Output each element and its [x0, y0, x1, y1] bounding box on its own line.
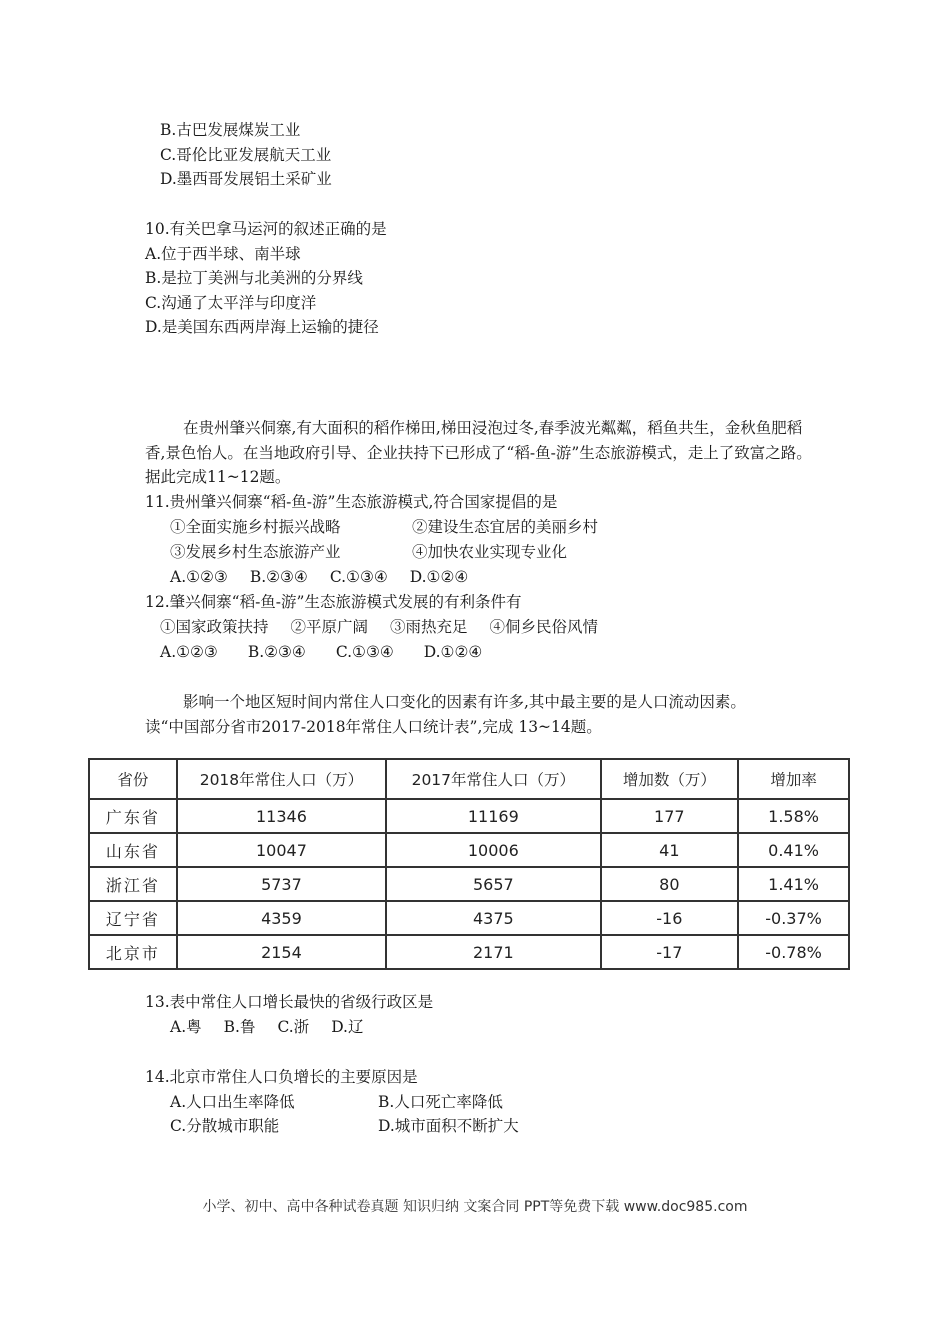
table-row [89, 799, 849, 833]
cell-rate: 0.41% [738, 833, 849, 867]
q12-option-b: B.②③④ [247, 643, 306, 661]
q13-option-d: D.辽 [331, 1018, 364, 1036]
q10-stem: 10.有关巴拿马运河的叙述正确的是 [145, 220, 387, 238]
table-row [89, 901, 849, 935]
q12-item-4: ④侗乡民俗风情 [489, 618, 599, 636]
q12-option-d: D.①②④ [423, 643, 483, 661]
page-footer: 小学、初中、高中各种试卷真题 知识归纳 文案合同 PPT等免费下载 www.doc985.com [202, 1199, 748, 1215]
q11-option-c: C.①③④ [329, 568, 388, 586]
cell-rate: -0.78% [738, 935, 849, 969]
cell-rate: 1.58% [738, 799, 849, 833]
cell-2017: 5657 [386, 867, 600, 901]
cell-increase: -16 [601, 901, 739, 935]
q11-option-a: A.①②③ [170, 568, 228, 586]
cell-province: 山东省 [89, 833, 177, 867]
cell-2018: 4359 [177, 901, 386, 935]
q13-option-a: A.粤 [170, 1018, 202, 1036]
q12-option-c: C.①③④ [335, 643, 394, 661]
q11-item-2: ②建设生态宜居的美丽乡村 [412, 518, 599, 536]
population-table [88, 758, 850, 970]
cell-province: 辽宁省 [89, 901, 177, 935]
cell-2017: 10006 [386, 833, 600, 867]
q11-options [170, 567, 490, 587]
cell-2018: 10047 [177, 833, 386, 867]
q11-item-1: ①全面实施乡村振兴战略 [170, 518, 341, 536]
passage-rice-fish-text: 在贵州肇兴侗寨,有大面积的稻作梯田,梯田浸泡过冬,春季波光粼粼，稻鱼共生，金秋鱼肥稻香,景色怡人。在当地政府引导、企业扶持下已形成了“稻-鱼-游”生态旅游模式，走上了致富之路。据此完成11~12题。 [145, 419, 812, 486]
q13-stem: 13.表中常住人口增长最快的省级行政区是 [145, 993, 434, 1011]
q14-option-b: B.人口死亡率降低 [378, 1093, 503, 1111]
passage-rice-fish-tour [145, 416, 815, 490]
q12-item-2: ②平原广阔 [290, 618, 369, 636]
cell-2018: 2154 [177, 935, 386, 969]
cell-province: 浙江省 [89, 867, 177, 901]
cell-2017: 4375 [386, 901, 600, 935]
q9-option-c: C.哥伦比亚发展航天工业 [160, 146, 332, 164]
q13-option-c: C.浙 [277, 1018, 310, 1036]
table-row [89, 867, 849, 901]
header-2017-pop: 2017年常住人口（万） [386, 759, 600, 799]
q14-option-d: D.城市面积不断扩大 [378, 1117, 519, 1135]
header-province: 省份 [89, 759, 177, 799]
cell-increase: 80 [601, 867, 739, 901]
q10-option-a: A.位于西半球、南半球 [145, 245, 301, 263]
table-row [89, 833, 849, 867]
table-header-row [89, 759, 849, 799]
q13-options [170, 1017, 364, 1037]
q14-stem: 14.北京市常住人口负增长的主要原因是 [145, 1068, 418, 1086]
q11-item-3: ③发展乡村生态旅游产业 [170, 543, 341, 561]
q10-option-d: D.是美国东西两岸海上运输的捷径 [145, 318, 379, 336]
cell-increase: -17 [601, 935, 739, 969]
cell-increase: 41 [601, 833, 739, 867]
header-increase: 增加数（万） [601, 759, 739, 799]
cell-2017: 2171 [386, 935, 600, 969]
cell-rate: 1.41% [738, 867, 849, 901]
q13-option-b: B.鲁 [223, 1018, 256, 1036]
q10-option-b: B.是拉丁美洲与北美洲的分界线 [145, 269, 363, 287]
q14-option-c: C.分散城市职能 [170, 1117, 280, 1135]
q9-option-b: B.古巴发展煤炭工业 [160, 121, 301, 139]
cell-rate: -0.37% [738, 901, 849, 935]
q12-item-3: ③雨热充足 [390, 618, 468, 636]
cell-2017: 11169 [386, 799, 600, 833]
passage-population-line1: 影响一个地区短时间内常住人口变化的因素有许多,其中最主要的是人口流动因素。 [183, 693, 746, 711]
population-table-wrap [88, 758, 850, 970]
q14-option-a: A.人口出生率降低 [170, 1093, 295, 1111]
table-row [89, 935, 849, 969]
cell-province: 北京市 [89, 935, 177, 969]
cell-increase: 177 [601, 799, 739, 833]
q11-option-d: D.①②④ [409, 568, 469, 586]
cell-2018: 11346 [177, 799, 386, 833]
q11-item-4: ④加快农业实现专业化 [412, 543, 568, 561]
header-2018-pop: 2018年常住人口（万） [177, 759, 386, 799]
q10-option-c: C.沟通了太平洋与印度洋 [145, 294, 317, 312]
header-increase-rate: 增加率 [738, 759, 849, 799]
q12-stem: 12.肇兴侗寨“稻-鱼-游”生态旅游模式发展的有利条件有 [145, 593, 522, 611]
passage-population-line2: 读“中国部分省市2017-2018年常住人口统计表”,完成 13~14题。 [145, 718, 602, 736]
q9-option-d: D.墨西哥发展铝土采矿业 [160, 170, 332, 188]
q12-options [160, 642, 482, 662]
cell-province: 广东省 [89, 799, 177, 833]
q12-items [160, 617, 598, 637]
cell-2018: 5737 [177, 867, 386, 901]
q11-stem: 11.贵州肇兴侗寨“稻-鱼-游”生态旅游模式,符合国家提倡的是 [145, 493, 558, 511]
q12-option-a: A.①②③ [160, 643, 218, 661]
q12-item-1: ①国家政策扶持 [160, 618, 269, 636]
q11-option-b: B.②③④ [249, 568, 308, 586]
